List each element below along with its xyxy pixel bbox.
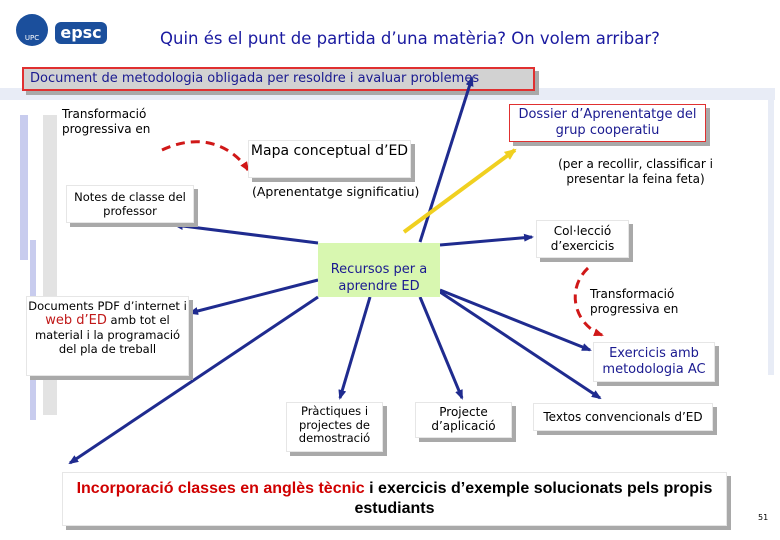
page-number: 51 — [758, 513, 769, 522]
mapa-node: Mapa conceptual d’ED — [248, 140, 411, 178]
notes-node: Notes de classe del professor — [66, 185, 194, 223]
colleccio-node: Col·lecció d’exercicis — [536, 220, 629, 258]
projecte-node: Projecte d’aplicació — [415, 402, 512, 438]
footer-text-black: i exercicis d’exemple solucionats pels propis estudiants — [354, 480, 713, 517]
transformacio-top-label: Transformació progressiva en — [62, 107, 151, 136]
methodology-banner-text: Document de metodologia obligada per resoldre i avaluar problemes — [30, 71, 480, 86]
red-arrow-notes-to-mapa — [162, 142, 248, 170]
upc-logo-text: UPC — [24, 34, 40, 42]
practiques-node: Pràctiques i projectes de demostració — [286, 402, 383, 452]
footer-box — [62, 472, 727, 526]
arrow-to-practiques — [340, 297, 370, 398]
arrow-to-notes — [175, 225, 318, 243]
page-title: Quin és el punt de partida d’una matèria? On volem arribar? — [160, 29, 660, 48]
arrow-to-dossier — [420, 78, 472, 242]
arrow-to-colleccio — [440, 237, 532, 245]
dossier-node: Dossier d’Aprenentatge del grup cooperatiu — [509, 104, 706, 142]
transformacio-right-label: Transformació progressiva en — [590, 287, 679, 316]
recollir-label: (per a recollir, classificar i presentar la feina feta) — [558, 157, 713, 186]
footer-text-red: Incorporació classes en anglès tècnic — [76, 480, 365, 497]
pdf-text-1: Documents PDF d’internet i — [28, 299, 187, 313]
textos-node: Textos convencionals d’ED — [533, 403, 713, 431]
pdf-web-link[interactable]: web d’ED — [45, 313, 107, 328]
pdf-text-2: amb tot el material i la programació del pla de treball — [34, 313, 181, 356]
epsc-logo-text: epsc — [60, 23, 102, 42]
exercicis-ac-node: Exercicis amb metodologia AC — [593, 342, 715, 382]
aprenentatge-label: (Aprenentatge significatiu) — [252, 184, 420, 199]
recursos-node: Recursos per a aprendre ED — [318, 243, 440, 297]
arrow-to-projecte — [420, 297, 462, 398]
pdf-node — [26, 296, 189, 376]
